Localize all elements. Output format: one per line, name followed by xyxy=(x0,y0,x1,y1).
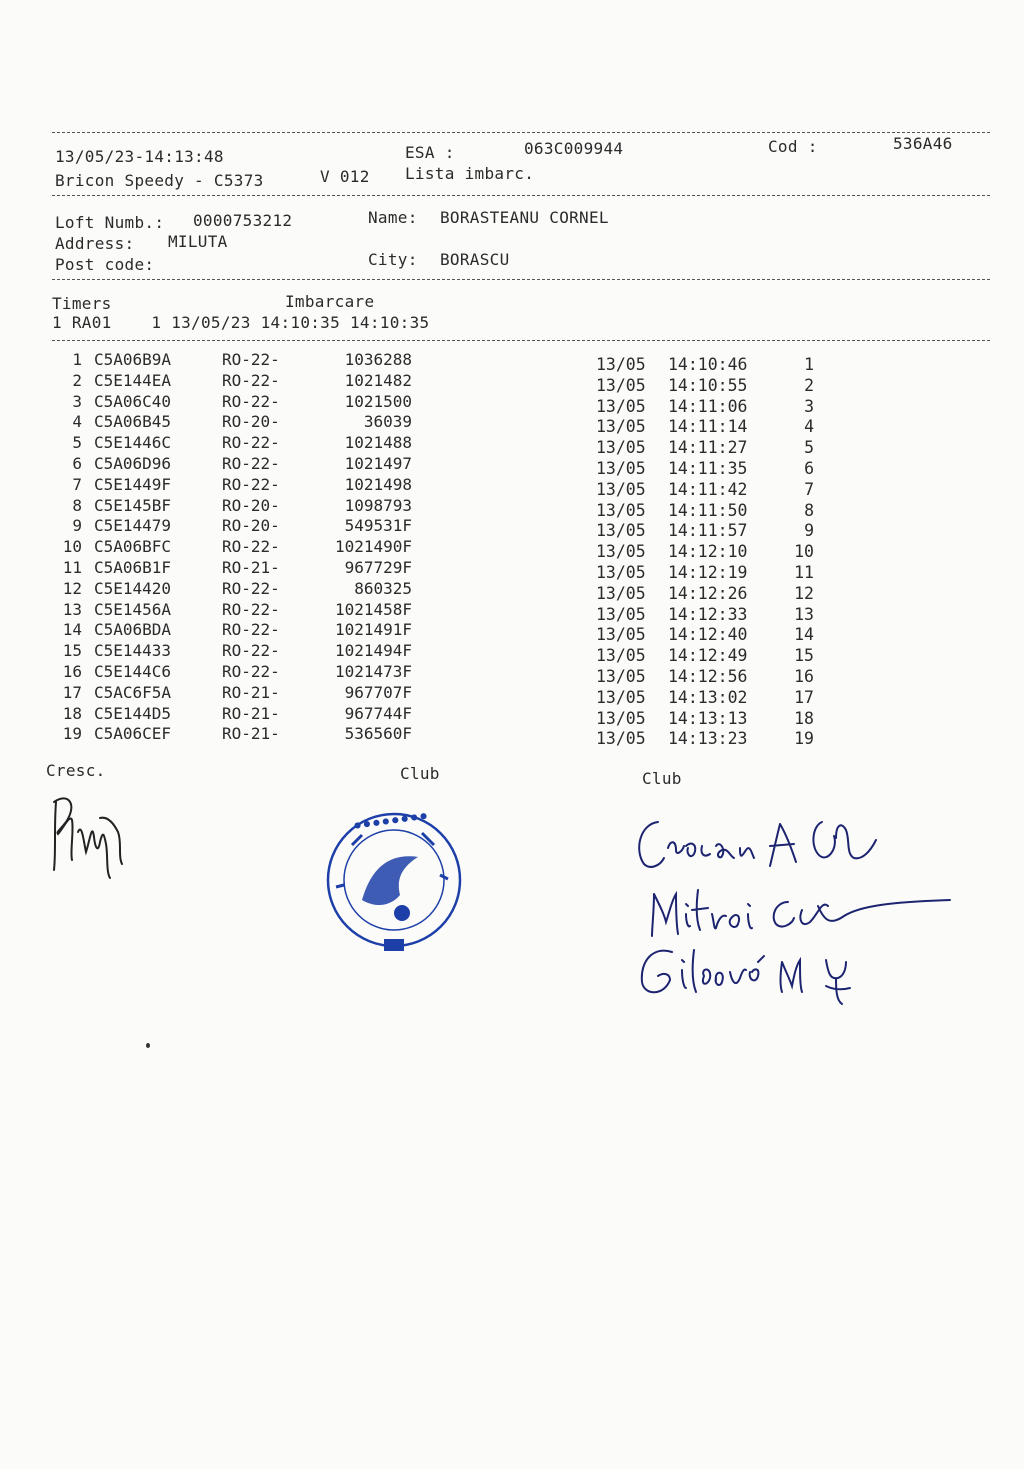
embark-time: 14:11:50 xyxy=(668,500,748,520)
embark-index: 19 xyxy=(794,729,814,749)
embark-time: 14:12:19 xyxy=(668,562,748,582)
chip-id: C5E14479 xyxy=(94,516,172,536)
embark-date: 13/05 xyxy=(596,562,646,582)
embark-index: 12 xyxy=(794,583,814,603)
embark-time: 14:12:26 xyxy=(668,583,748,603)
embark-time: 14:12:40 xyxy=(668,625,748,645)
embark-index: 1 xyxy=(804,355,814,374)
chip-id: C5E144C6 xyxy=(94,661,172,681)
embark-index: 8 xyxy=(804,500,814,520)
embark-time: 14:12:10 xyxy=(668,542,748,562)
embark-date: 13/05 xyxy=(596,625,646,645)
embark-index: 4 xyxy=(804,417,814,437)
ring-number: 1021500 xyxy=(344,391,412,411)
chip-id: C5E14433 xyxy=(94,641,172,661)
esa-value: 063C009944 xyxy=(524,139,624,158)
club-stamp xyxy=(322,805,467,960)
address-value: MILUTA xyxy=(168,232,228,251)
chip-id: C5A06C40 xyxy=(94,391,172,411)
embark-time: 14:11:35 xyxy=(668,458,748,478)
ring-prefix: RO-22- xyxy=(222,370,280,390)
ring-prefix: RO-22- xyxy=(222,620,280,640)
chip-id: C5E145BF xyxy=(94,495,172,515)
embark-index: 7 xyxy=(804,479,814,499)
chip-id: C5A06D96 xyxy=(94,453,172,473)
embark-date: 13/05 xyxy=(596,687,646,707)
embark-date: 13/05 xyxy=(596,375,646,395)
device-version: V 012 xyxy=(320,167,370,186)
timer-line: 1 RA01 1 13/05/23 14:10:35 14:10:35 xyxy=(52,313,430,332)
ring-number: 549531F xyxy=(344,516,412,536)
embark-time: 14:11:42 xyxy=(668,479,748,499)
row-number: 5 xyxy=(72,433,82,453)
cod-value: 536A46 xyxy=(893,134,953,153)
embark-index: 13 xyxy=(794,604,814,624)
embark-time: 14:13:02 xyxy=(668,687,748,707)
embark-index: 14 xyxy=(794,625,814,645)
chip-id: C5AC6F5A xyxy=(94,682,172,702)
ring-number: 36039 xyxy=(363,412,412,432)
name-label: Name: xyxy=(368,208,418,227)
divider xyxy=(52,279,990,280)
row-number: 8 xyxy=(72,495,82,515)
embark-time: 14:12:33 xyxy=(668,604,748,624)
row-number: 19 xyxy=(62,724,82,744)
ring-prefix: RO-22- xyxy=(222,641,280,661)
chip-id: C5E1449F xyxy=(94,474,172,494)
embark-time: 14:11:14 xyxy=(668,417,748,437)
ring-prefix: RO-22- xyxy=(222,391,280,411)
ring-prefix: RO-21- xyxy=(222,724,280,744)
row-number: 10 xyxy=(62,537,82,557)
embark-time: 14:11:06 xyxy=(668,396,748,416)
chip-id: C5E1456A xyxy=(94,599,172,619)
embark-index: 16 xyxy=(794,666,814,686)
row-number: 17 xyxy=(62,682,82,702)
breeder-label: Cresc. xyxy=(46,761,106,780)
chip-id: C5A06B45 xyxy=(94,412,172,432)
divider xyxy=(52,195,990,196)
embark-index: 18 xyxy=(794,708,814,728)
embark-index: 17 xyxy=(794,687,814,707)
row-number: 7 xyxy=(72,474,82,494)
club-label: Club xyxy=(400,764,440,783)
ring-number: 1021498 xyxy=(344,474,412,494)
chip-id: C5E144EA xyxy=(94,370,172,390)
timers-label: Timers xyxy=(52,294,112,313)
row-number: 18 xyxy=(62,703,82,723)
ring-number: 967729F xyxy=(344,557,412,577)
embark-date: 13/05 xyxy=(596,458,646,478)
chip-id: C5E14420 xyxy=(94,578,172,598)
ring-prefix: RO-22- xyxy=(222,433,280,453)
loft-label: Loft Numb.: xyxy=(55,213,165,232)
embark-time: 14:13:13 xyxy=(668,708,748,728)
owner-name: BORASTEANU CORNEL xyxy=(440,208,609,227)
ring-number: 1021473F xyxy=(334,661,412,681)
embark-time: 14:10:55 xyxy=(668,375,748,395)
ring-prefix: RO-22- xyxy=(222,578,280,598)
print-datetime: 13/05/23-14:13:48 xyxy=(55,147,224,166)
embark-time: 14:12:49 xyxy=(668,646,748,666)
chip-id: C5E144D5 xyxy=(94,703,172,723)
list-title: Lista imbarc. xyxy=(405,164,535,183)
divider xyxy=(52,340,990,341)
city-label: City: xyxy=(368,250,418,269)
embark-time: 14:11:57 xyxy=(668,521,748,541)
embark-date: 13/05 xyxy=(596,646,646,666)
row-number: 3 xyxy=(72,391,82,411)
row-number: 1 xyxy=(72,350,82,369)
ring-prefix: RO-22- xyxy=(222,537,280,557)
embark-date: 13/05 xyxy=(596,729,646,749)
chip-id: C5A06B9A xyxy=(94,350,172,369)
ring-number: 1036288 xyxy=(344,350,412,369)
embark-date: 13/05 xyxy=(596,583,646,603)
ring-prefix: RO-22- xyxy=(222,474,280,494)
club-label: Club xyxy=(642,769,682,788)
embark-date: 13/05 xyxy=(596,708,646,728)
embark-time: 14:10:46 xyxy=(668,355,748,374)
ring-number: 860325 xyxy=(354,578,412,598)
embark-date: 13/05 xyxy=(596,500,646,520)
ink-speck xyxy=(146,1043,150,1048)
ring-prefix: RO-22- xyxy=(222,453,280,473)
ring-number: 1021494F xyxy=(334,641,412,661)
ring-number: 1021488 xyxy=(344,433,412,453)
divider xyxy=(52,132,990,133)
row-number: 4 xyxy=(72,412,82,432)
ring-number: 1021491F xyxy=(334,620,412,640)
embark-date: 13/05 xyxy=(596,542,646,562)
ring-prefix: RO-21- xyxy=(222,703,280,723)
row-number: 16 xyxy=(62,661,82,681)
embark-index: 9 xyxy=(804,521,814,541)
svg-text:● ● ● ● ● ● ● ●: ● ● ● ● ● ● ● ● xyxy=(353,810,428,830)
embark-date: 13/05 xyxy=(596,438,646,458)
embark-time: 14:12:56 xyxy=(668,666,748,686)
ring-prefix: RO-20- xyxy=(222,412,280,432)
embark-time: 14:11:27 xyxy=(668,438,748,458)
ring-number: 1098793 xyxy=(344,495,412,515)
embark-index: 5 xyxy=(804,438,814,458)
ring-prefix: RO-22- xyxy=(222,350,280,369)
embark-index: 10 xyxy=(794,542,814,562)
chip-id: C5A06B1F xyxy=(94,557,172,577)
ring-number: 967707F xyxy=(344,682,412,702)
city-value: BORASCU xyxy=(440,250,510,269)
ring-prefix: RO-21- xyxy=(222,557,280,577)
cod-label: Cod : xyxy=(768,137,818,156)
embark-time: 14:13:23 xyxy=(668,729,748,749)
embark-label: Imbarcare xyxy=(285,292,375,311)
row-number: 13 xyxy=(62,599,82,619)
chip-id: C5A06CEF xyxy=(94,724,172,744)
embark-index: 6 xyxy=(804,458,814,478)
embark-date: 13/05 xyxy=(596,396,646,416)
esa-label: ESA : xyxy=(405,143,455,162)
embark-index: 2 xyxy=(804,375,814,395)
row-number: 11 xyxy=(62,557,82,577)
ring-number: 1021482 xyxy=(344,370,412,390)
embark-date: 13/05 xyxy=(596,479,646,499)
embark-index: 15 xyxy=(794,646,814,666)
ring-prefix: RO-22- xyxy=(222,599,280,619)
row-number: 14 xyxy=(62,620,82,640)
ring-prefix: RO-20- xyxy=(222,516,280,536)
chip-id: C5A06BDA xyxy=(94,620,172,640)
embark-index: 3 xyxy=(804,396,814,416)
loft-number: 0000753212 xyxy=(193,211,293,230)
embark-date: 13/05 xyxy=(596,604,646,624)
club-signatures xyxy=(630,810,960,1010)
ring-number: 536560F xyxy=(344,724,412,744)
ring-number: 1021497 xyxy=(344,453,412,473)
row-number: 15 xyxy=(62,641,82,661)
embark-date: 13/05 xyxy=(596,666,646,686)
device-name: Bricon Speedy - C5373 xyxy=(55,171,264,190)
chip-id: C5A06BFC xyxy=(94,537,172,557)
ring-prefix: RO-22- xyxy=(222,661,280,681)
row-number: 9 xyxy=(72,516,82,536)
ring-prefix: RO-20- xyxy=(222,495,280,515)
ring-number: 1021458F xyxy=(334,599,412,619)
row-number: 6 xyxy=(72,453,82,473)
embark-date: 13/05 xyxy=(596,417,646,437)
embark-index: 11 xyxy=(794,562,814,582)
breeder-signature xyxy=(48,782,138,882)
ring-number: 967744F xyxy=(344,703,412,723)
embark-date: 13/05 xyxy=(596,521,646,541)
address-label: Address: xyxy=(55,234,135,253)
ring-prefix: RO-21- xyxy=(222,682,280,702)
chip-id: C5E1446C xyxy=(94,433,172,453)
row-number: 12 xyxy=(62,578,82,598)
postcode-label: Post code: xyxy=(55,255,155,274)
ring-number: 1021490F xyxy=(334,537,412,557)
row-number: 2 xyxy=(72,370,82,390)
embark-date: 13/05 xyxy=(596,355,646,374)
